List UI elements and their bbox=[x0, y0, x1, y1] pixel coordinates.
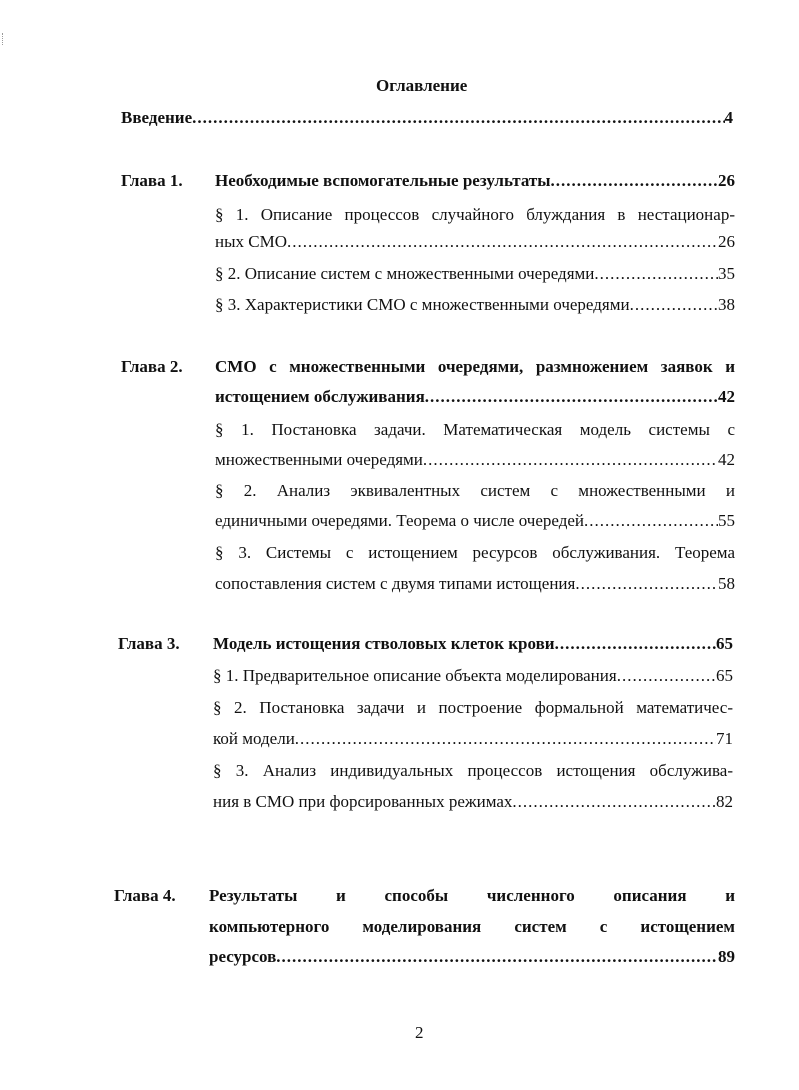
dot-leader bbox=[575, 574, 718, 594]
ch2-section-1[interactable] bbox=[215, 450, 735, 470]
ch1-section-2-title: § 2. Описание систем с множественными очередями bbox=[215, 264, 595, 283]
ch3-section-3-page: 82 bbox=[716, 792, 733, 811]
chapter-1-title: Необходимые вспомогательные результаты bbox=[215, 171, 551, 190]
toc-entry-intro[interactable] bbox=[121, 108, 733, 128]
chapter-2-title-line-2: истощением обслуживания bbox=[215, 387, 425, 406]
dot-leader bbox=[617, 666, 716, 686]
ch3-section-1[interactable] bbox=[213, 666, 733, 686]
dot-leader bbox=[276, 947, 718, 967]
ch2-section-2-line-1[interactable]: § 2. Анализ эквивалентных систем с множественными и bbox=[215, 481, 735, 500]
ch3-section-2-page: 71 bbox=[716, 729, 733, 748]
ch2-section-2[interactable] bbox=[215, 511, 735, 531]
dot-leader bbox=[594, 264, 718, 284]
ch3-section-2[interactable] bbox=[213, 729, 733, 749]
ch2-section-3-line-1[interactable]: § 3. Системы с истощением ресурсов обслуживания. Теорема bbox=[215, 543, 735, 562]
ch1-section-3[interactable] bbox=[215, 295, 735, 315]
chapter-3-title: Модель истощения стволовых клеток крови bbox=[213, 634, 555, 653]
ch3-section-1-page: 65 bbox=[716, 666, 733, 685]
chapter-3-page: 65 bbox=[716, 634, 733, 653]
ch3-section-2-line-2: кой модели bbox=[213, 729, 295, 748]
chapter-4-title-line-2[interactable]: компьютерного моделирования систем с истощением bbox=[209, 917, 735, 936]
chapter-4-title-line-3: ресурсов bbox=[209, 947, 277, 966]
toc-entry-chapter-4[interactable] bbox=[209, 947, 735, 967]
dot-leader bbox=[512, 792, 716, 812]
ch1-section-1-line-2: ных СМО bbox=[215, 232, 288, 251]
dot-leader bbox=[425, 387, 718, 407]
ch3-section-2-line-1[interactable]: § 2. Постановка задачи и построение формальной математичес- bbox=[213, 698, 733, 717]
dot-leader bbox=[551, 171, 718, 191]
ch2-section-1-page: 42 bbox=[718, 450, 735, 469]
page-number: 2 bbox=[415, 1023, 424, 1042]
ch1-section-2-page: 35 bbox=[718, 264, 735, 283]
intro-label: Введение bbox=[121, 108, 193, 127]
ch2-section-2-line-2: единичными очередями. Теорема о числе очередей bbox=[215, 511, 584, 530]
dot-leader bbox=[192, 108, 724, 128]
ch2-section-2-page: 55 bbox=[718, 511, 735, 530]
chapter-4-title-line-1[interactable]: Результаты и способы численного описания и bbox=[209, 886, 735, 905]
ch2-section-3-page: 58 bbox=[718, 574, 735, 593]
ch3-section-3-line-1[interactable]: § 3. Анализ индивидуальных процессов истощения обслужива- bbox=[213, 761, 733, 780]
dot-leader bbox=[287, 232, 718, 252]
dot-leader bbox=[630, 295, 718, 315]
chapter-2-label: Глава 2. bbox=[121, 357, 183, 376]
ch3-section-3-line-2: ния в СМО при форсированных режимах bbox=[213, 792, 513, 811]
ch2-section-1-line-2: множественными очередями bbox=[215, 450, 423, 469]
ch3-section-1-title: § 1. Предварительное описание объекта моделирования bbox=[213, 666, 617, 685]
ch3-section-3[interactable] bbox=[213, 792, 733, 812]
ch2-section-3-line-2: сопоставления систем с двумя типами истощения bbox=[215, 574, 576, 593]
dot-leader bbox=[423, 450, 718, 470]
dot-leader bbox=[555, 634, 716, 654]
ch1-section-1-line-1[interactable]: § 1. Описание процессов случайного блуждания в нестационар- bbox=[215, 205, 735, 224]
chapter-4-page: 89 bbox=[718, 947, 735, 966]
ch1-section-3-title: § 3. Характеристики СМО с множественными очередями bbox=[215, 295, 630, 314]
ch2-section-1-line-1[interactable]: § 1. Постановка задачи. Математическая модель системы с bbox=[215, 420, 735, 439]
toc-entry-chapter-3[interactable] bbox=[213, 634, 733, 654]
ch1-section-1[interactable] bbox=[215, 232, 735, 252]
ch1-section-3-page: 38 bbox=[718, 295, 735, 314]
dot-leader bbox=[584, 511, 718, 531]
chapter-1-label: Глава 1. bbox=[121, 171, 183, 190]
toc-entry-chapter-2[interactable] bbox=[215, 387, 735, 407]
intro-page: 4 bbox=[724, 108, 733, 127]
chapter-2-title-line-1[interactable]: СМО с множественными очередями, размножением заявок и bbox=[215, 357, 735, 376]
dot-leader bbox=[295, 729, 716, 749]
ch1-section-1-page: 26 bbox=[718, 232, 735, 251]
ch2-section-3[interactable] bbox=[215, 574, 735, 594]
ch1-section-2[interactable] bbox=[215, 264, 735, 284]
chapter-3-label: Глава 3. bbox=[118, 634, 180, 653]
chapter-1-page: 26 bbox=[718, 171, 735, 190]
chapter-2-page: 42 bbox=[718, 387, 735, 406]
scan-artifact bbox=[2, 33, 6, 45]
toc-heading: Оглавление bbox=[376, 76, 468, 95]
chapter-4-label: Глава 4. bbox=[114, 886, 176, 905]
toc-entry-chapter-1[interactable] bbox=[215, 171, 735, 191]
